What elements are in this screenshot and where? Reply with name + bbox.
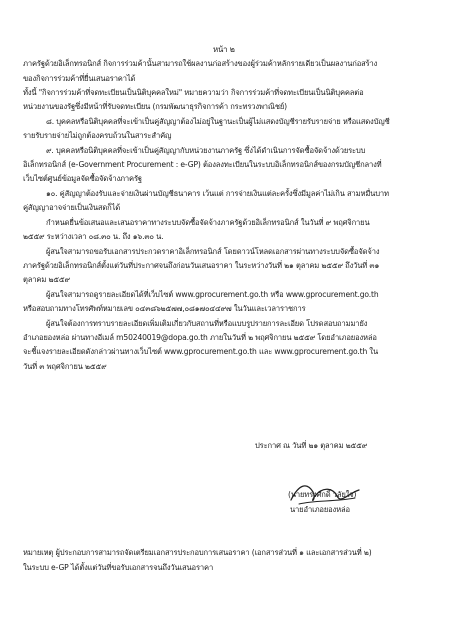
text-line: อำเภอยองหล่อ ผ่านทางอีเมล์ m50240019@dopa.go.th ภายในวันที่ ๒ พฤศจิกายน ๒๕๕๙ โดยอำเภอยองหล่อ — [23, 333, 377, 342]
text-line: ผู้สนใจสามารถดูรายละเอียดได้ที่เว็บไซต์ www.gprocurement.go.th หรือ www.gprocurement.go.th — [46, 290, 379, 299]
signatory-position: นายอำเภอยองหล่อ — [290, 505, 350, 514]
text-line: อิเล็กทรอนิกส์ (e-Government Procurement : e-GP) ต้องลงทะเบียนในระบบอิเล็กทรอนิกส์ของกรมบัญชีกลางที่ — [23, 160, 382, 169]
page-number: หน้า ๒ — [213, 45, 235, 54]
text-line: ๙. บุคคลหรือนิติบุคคลที่จะเข้าเป็นคู่สัญญากับหน่วยงานภาครัฐ ซึ่งได้ดำเนินการจัดซื้อจัดจ้างด้วยระบบ — [46, 146, 366, 155]
text-line: ภาครัฐด้วยอิเล็กทรอนิกส์ กิจการร่วมค้านั้นสามารถใช้ผลงานก่อสร้างของผู้ร่วมค้าหลักรายเดียวเป็นผลงานก่อสร้าง — [23, 59, 378, 68]
note-line: หมายเหตุ ผู้ประกอบการสามารถจัดเตรียมเอกสารประกอบการเสนอราคา (เอกสารส่วนที่ ๑ และเอกสารส่วนที่ ๒) — [23, 548, 372, 557]
text-line: จะชี้แจงรายละเอียดดังกล่าวผ่านทางเว็บไซต์ www.gprocurement.go.th และ www.gprocurement.go.th ใน — [23, 347, 378, 356]
text-line: หรือสอบถามทางโทรศัพท์หมายเลข ๐๔๓๘๖๒๕๗๗,๐๘๑๗๐๔๔๙๗ ในวันและเวลาราชการ — [23, 304, 306, 313]
text-line: รายรับรายจ่ายไม่ถูกต้องครบถ้วนในสาระสำคัญ — [23, 131, 172, 140]
text-line: ๘. บุคคลหรือนิติบุคคลที่จะเข้าเป็นคู่สัญญาต้องไม่อยู่ในฐานะเป็นผู้ไม่แสดงบัญชีรายรับรายจ่าย หรือแสดงบัญชี — [46, 117, 390, 126]
text-line: ทั้งนี้ "กิจการร่วมค้าที่จดทะเบียนเป็นนิติบุคคลใหม่" หมายความว่า กิจการร่วมค้าที่จดทะเบียนเป็นนิติบุคคลต่อ — [23, 88, 364, 97]
text-line: หน่วยงานของรัฐซึ่งมีหน้าที่รับจดทะเบียน (กรมพัฒนาธุรกิจการค้า กระทรวงพาณิชย์) — [23, 102, 287, 111]
text-line: ๒๕๕๙ ระหว่างเวลา ๐๘.๓๐ น. ถึง ๑๖.๓๐ น. — [23, 232, 164, 241]
text-line: คู่สัญญาอาจจ่ายเป็นเงินสดก็ได้ — [23, 203, 121, 212]
text-line: ของกิจการร่วมค้าที่ยื่นเสนอราคาได้ — [23, 74, 136, 83]
text-line: ภาครัฐด้วยอิเล็กทรอนิกส์ตั้งแต่วันที่ประกาศจนถึงก่อนวันเสนอราคา ในระหว่างวันที่ ๒๑ ตุลาคม ๒๕๕๙ ถึงวันที่ ๓๑ — [23, 261, 380, 270]
text-line: ตุลาคม ๒๕๕๙ — [23, 275, 70, 284]
text-line: ผู้สนใจสามารถขอรับเอกสารประกวดราคาอิเล็กทรอนิกส์ โดยดาวน์โหลดเอกสารผ่านทางระบบจัดซื้อจัดจ้าง — [46, 247, 380, 256]
text-line: ผู้สนใจต้องการทราบรายละเอียดเพิ่มเติมเกี่ยวกับสถานที่หรือแบบรูปรายการละเอียด โปรดสอบถามมายัง — [46, 319, 368, 328]
signatory-name: (นายทรงศักดิ์ วลัยใจ) — [288, 490, 357, 499]
announce-date: ประกาศ ณ วันที่ ๒๑ ตุลาคม ๒๕๕๙ — [255, 441, 368, 450]
text-line: ๑๐. คู่สัญญาต้องรับและจ่ายเงินผ่านบัญชีธนาคาร เว้นแต่ การจ่ายเงินแต่ละครั้งซึ่งมีมูลค่าไม่เกิน สามหมื่นบาท — [46, 189, 389, 198]
text-line: กำหนดยื่นข้อเสนอและเสนอราคาทางระบบจัดซื้อจัดจ้างภาครัฐด้วยอิเล็กทรอนิกส์ ในวันที่ ๙ พฤศจิกายน — [46, 218, 370, 227]
text-line: เว็บไซต์ศูนย์ข้อมูลจัดซื้อจัดจ้างภาครัฐ — [23, 174, 142, 183]
text-line: วันที่ ๓ พฤศจิกายน ๒๕๕๙ — [23, 362, 107, 371]
note-line: ในระบบ e-GP ได้ตั้งแต่วันที่ขอรับเอกสารจนถึงวันเสนอราคา — [23, 563, 214, 572]
